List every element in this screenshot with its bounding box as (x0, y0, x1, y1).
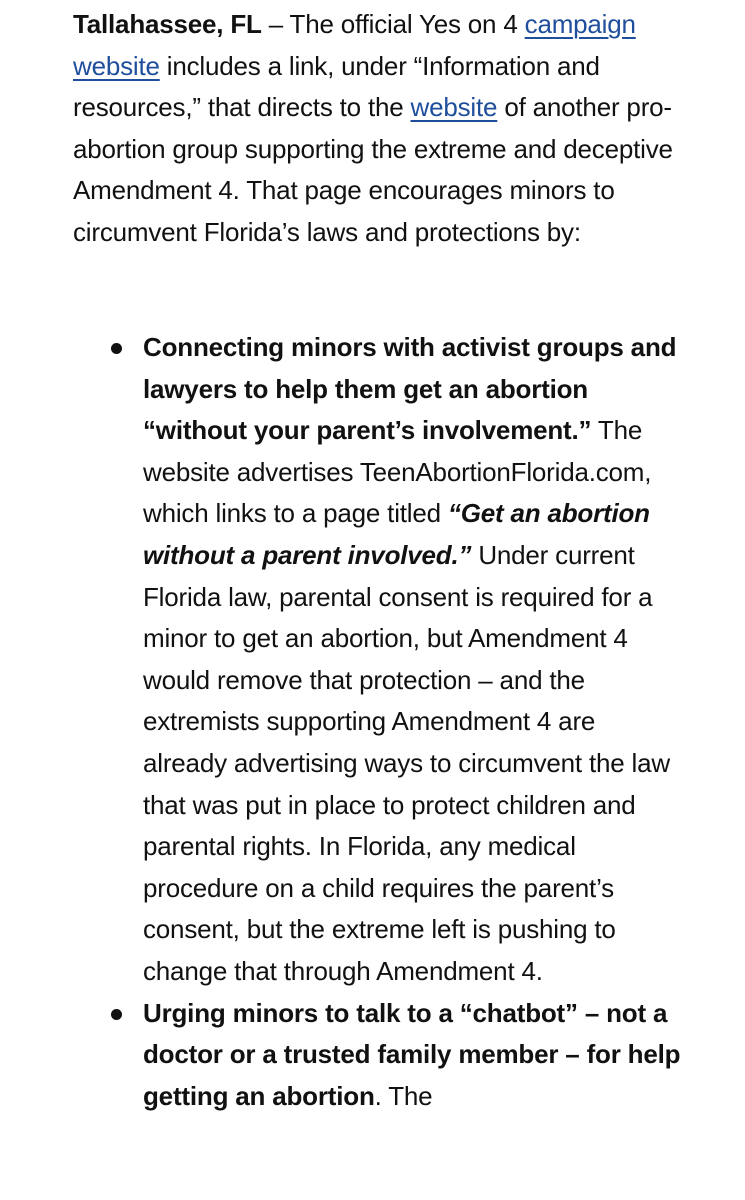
intro-text-2: includes a link, under “Information and resources,” that directs to the (73, 50, 600, 123)
list-item (143, 327, 683, 993)
bullet-dot-icon (111, 1009, 122, 1020)
location-dateline: Tallahassee, FL (73, 9, 262, 39)
list-item (143, 993, 683, 1118)
bullet-1-text-a: The website advertises TeenAbortionFlorida.com, which links to a page titled (143, 415, 652, 529)
intro-text-1: – The official Yes on 4 (261, 9, 525, 39)
bullet-1-quote: “Get an abortion without a parent involved.” (143, 498, 650, 570)
article-body (73, 4, 673, 254)
intro-paragraph (73, 4, 673, 254)
bullet-dot-icon (111, 343, 122, 354)
bullet-1-text-b: Under current Florida law, parental consent is required for a minor to get an abortion, but Amendment 4 would remove that protection – and the extremists supporting Amendment 4 are already advertising ways to circumvent the law that was put in place to protect children and parental rights. In Florida, any medical procedure on a child requires the parent’s consent, but the extreme left is pushing to change that through Amendment 4. (143, 539, 670, 986)
website-link[interactable]: website (410, 92, 498, 123)
campaign-website-link[interactable]: campaign website (73, 9, 636, 81)
bullet-2-text-a: . The (374, 1080, 433, 1111)
bullet-1-bold-lead: Connecting minors with activist groups and lawyers to help them get an abortion “without your parent’s involvement.” (143, 332, 677, 446)
bullet-2-bold-lead: Urging minors to talk to a “chatbot” – not a doctor or a trusted family member – for help getting an abortion (143, 997, 681, 1111)
intro-text-3: of another pro-abortion group supporting the extreme and deceptive Amendment 4. That page encourages minors to circumvent Florida’s laws and protections by: (73, 92, 673, 247)
bullet-list (143, 327, 683, 1117)
